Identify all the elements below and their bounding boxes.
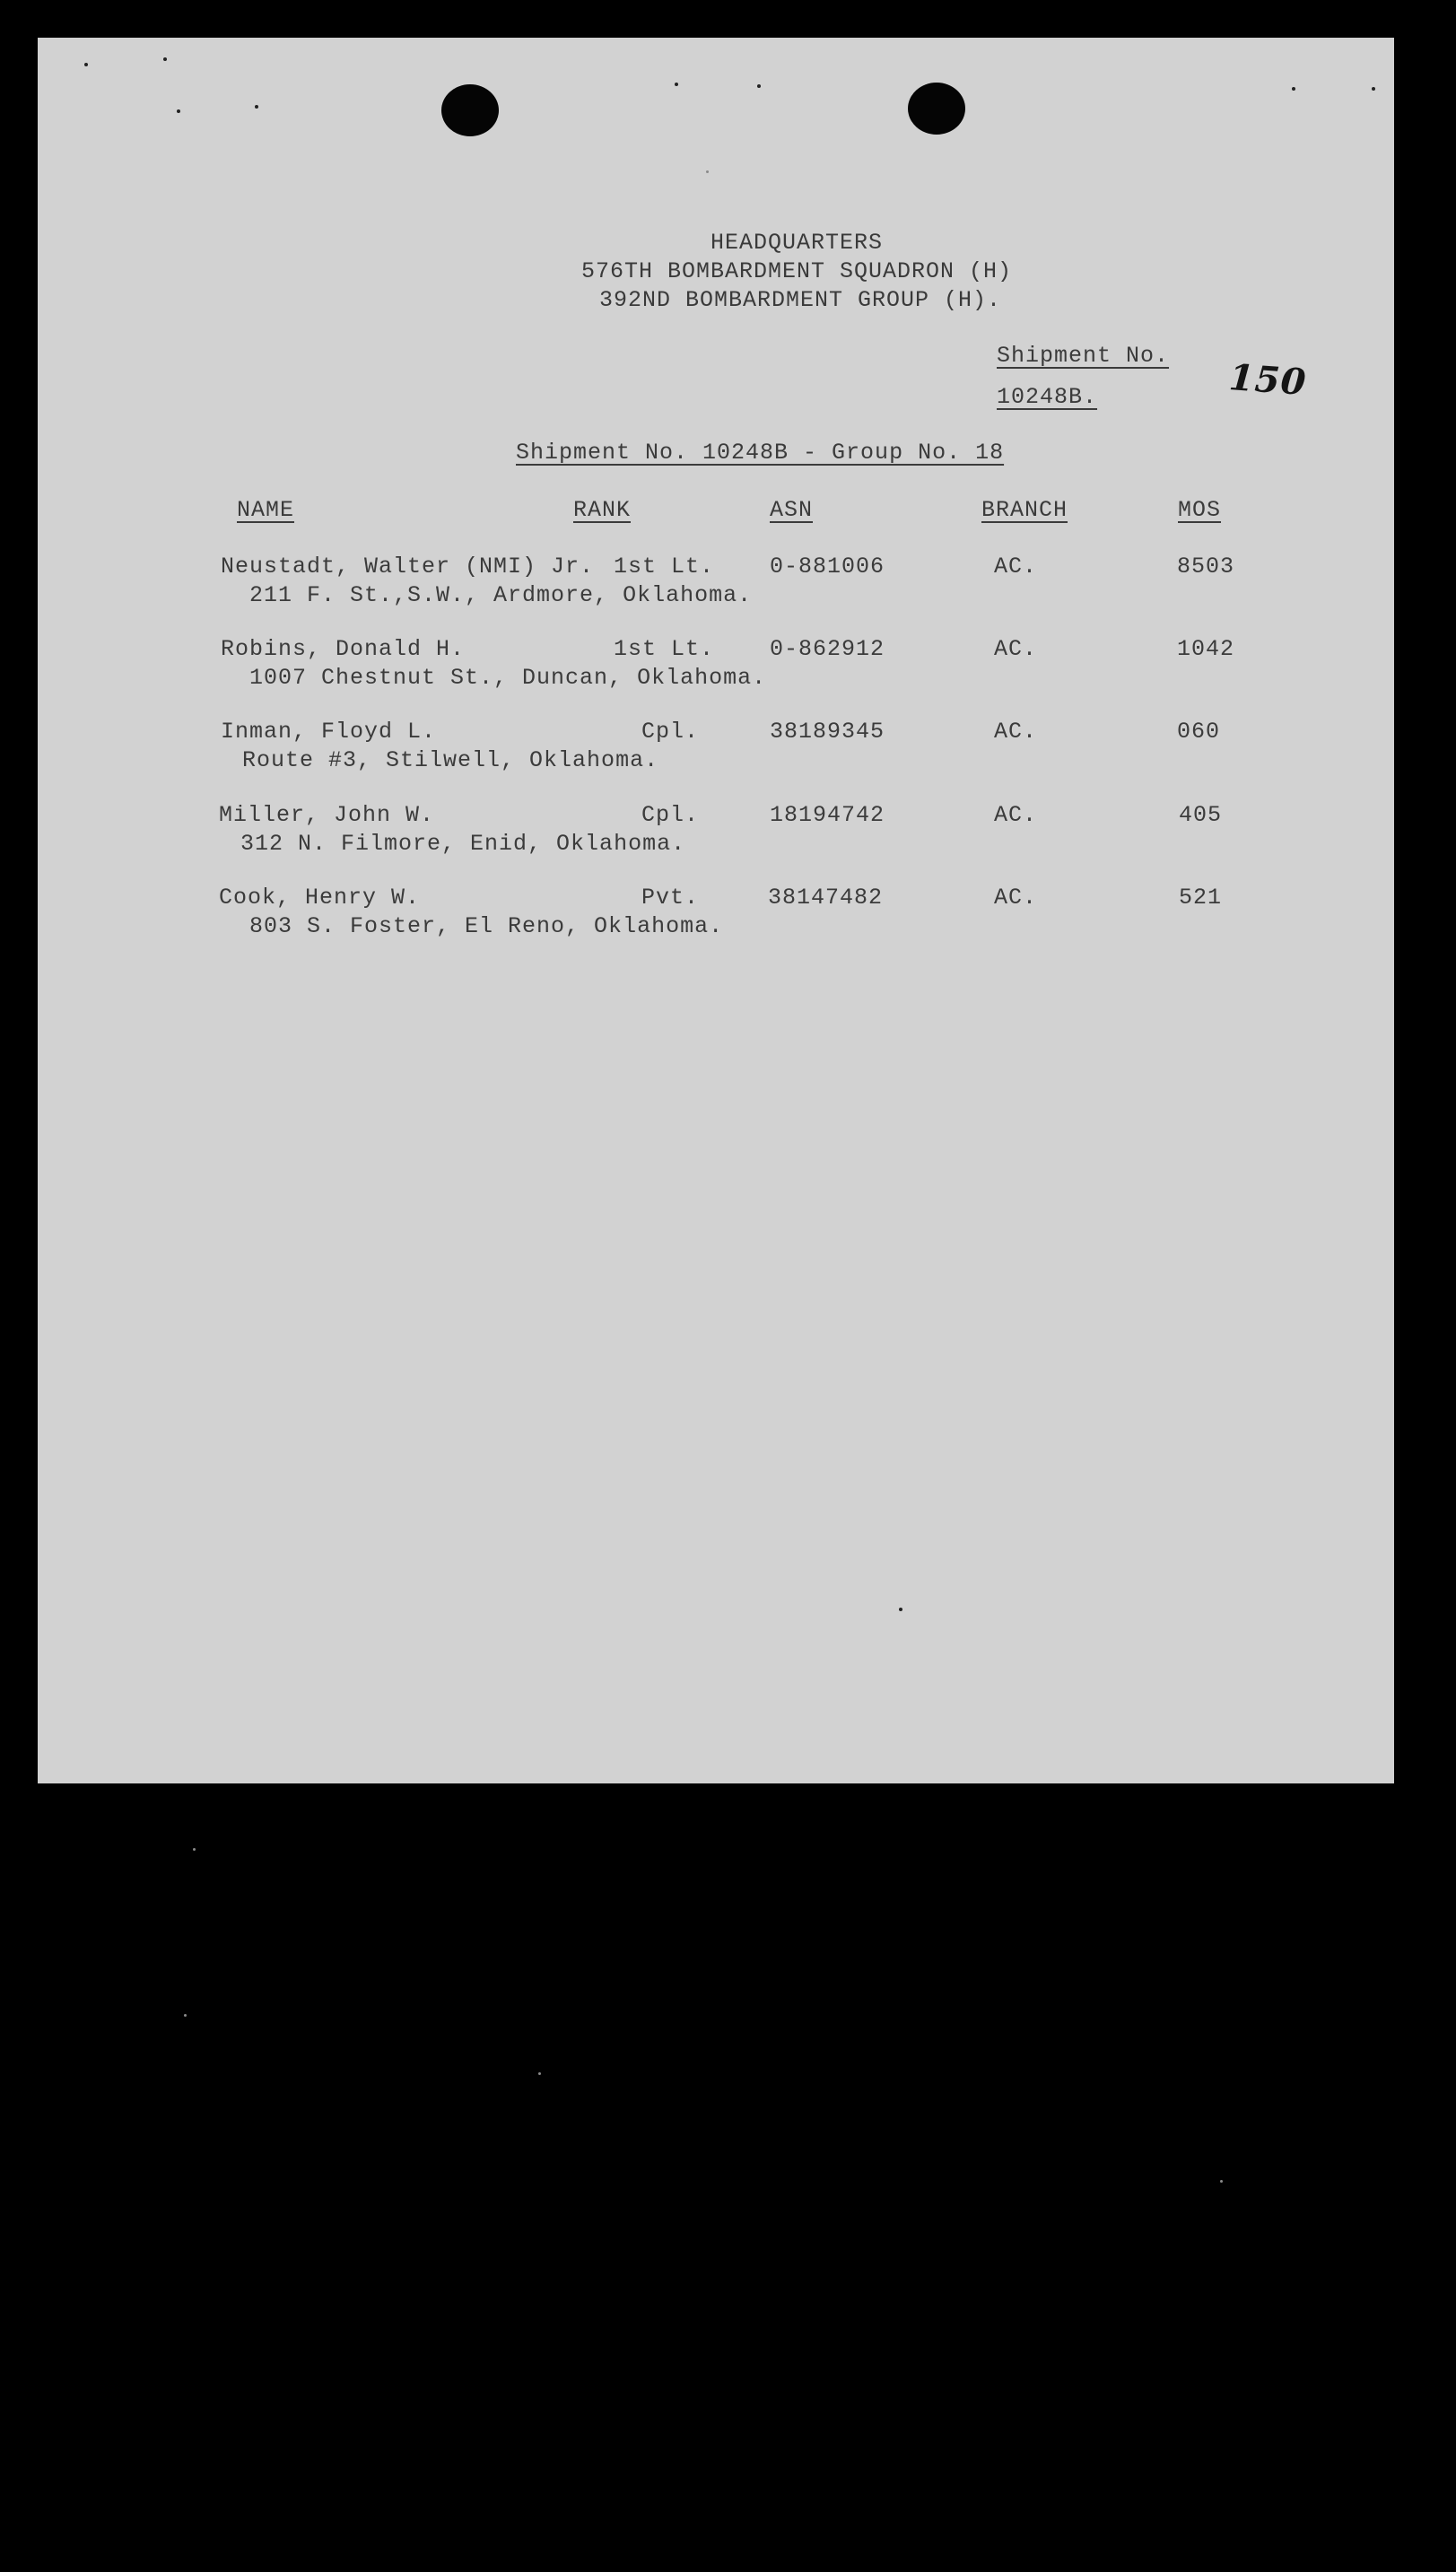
header-line-1: HEADQUARTERS [710, 230, 884, 256]
header-line-2: 576TH BOMBARDMENT SQUADRON (H) [580, 258, 1013, 284]
row-asn: 18194742 [770, 802, 885, 828]
speck [675, 83, 678, 86]
speck [1372, 87, 1375, 91]
row-address: 1007 Chestnut St., Duncan, Oklahoma. [249, 665, 767, 691]
row-asn: 0-862912 [770, 636, 885, 662]
row-asn: 38147482 [768, 885, 884, 911]
speck [538, 2072, 541, 2075]
row-mos: 521 [1179, 885, 1223, 911]
row-asn: 38189345 [770, 719, 885, 745]
speck [193, 1848, 196, 1851]
row-name: Inman, Floyd L. [221, 719, 437, 745]
shipment-label: Shipment No. [997, 343, 1170, 369]
row-address: 211 F. St.,S.W., Ardmore, Oklahoma. [249, 582, 753, 608]
column-header-asn: ASN [770, 497, 814, 523]
row-name: Cook, Henry W. [219, 885, 421, 911]
document-page [38, 38, 1394, 1783]
speck [163, 57, 167, 61]
row-mos: 060 [1177, 719, 1221, 745]
row-branch: AC. [994, 802, 1038, 828]
document-subtitle: Shipment No. 10248B - Group No. 18 [516, 440, 1005, 466]
row-address: 312 N. Filmore, Enid, Oklahoma. [240, 831, 686, 857]
row-rank: Cpl. [641, 802, 700, 828]
speck [1220, 2180, 1223, 2183]
row-name: Miller, John W. [219, 802, 435, 828]
punch-hole-right [908, 83, 965, 135]
speck [899, 1608, 902, 1611]
speck [184, 2014, 187, 2017]
column-header-branch: BRANCH [981, 497, 1068, 523]
row-branch: AC. [994, 719, 1038, 745]
header-line-3: 392ND BOMBARDMENT GROUP (H). [598, 287, 1002, 313]
row-address: Route #3, Stilwell, Oklahoma. [242, 747, 659, 773]
row-asn: 0-881006 [770, 554, 885, 580]
column-header-mos: MOS [1178, 497, 1222, 523]
row-rank: Cpl. [641, 719, 700, 745]
row-rank: 1st Lt. [614, 554, 715, 580]
row-name: Neustadt, Walter (NMI) Jr. [221, 554, 595, 580]
speck [255, 105, 258, 109]
row-mos: 1042 [1177, 636, 1235, 662]
speck [177, 109, 180, 113]
handwritten-page-number: 150 [1227, 356, 1309, 404]
row-address: 803 S. Foster, El Reno, Oklahoma. [249, 913, 724, 939]
speck [757, 84, 761, 88]
row-branch: AC. [994, 885, 1038, 911]
row-branch: AC. [994, 554, 1038, 580]
column-header-name: NAME [237, 497, 295, 523]
row-rank: 1st Lt. [614, 636, 715, 662]
speck [1292, 87, 1295, 91]
row-mos: 405 [1179, 802, 1223, 828]
speck [84, 63, 88, 66]
row-name: Robins, Donald H. [221, 636, 466, 662]
row-rank: Pvt. [641, 885, 700, 911]
punch-hole-left [441, 84, 499, 136]
row-mos: 8503 [1177, 554, 1235, 580]
row-branch: AC. [994, 636, 1038, 662]
speck [706, 170, 709, 173]
shipment-value: 10248B. [997, 384, 1098, 410]
column-header-rank: RANK [573, 497, 632, 523]
